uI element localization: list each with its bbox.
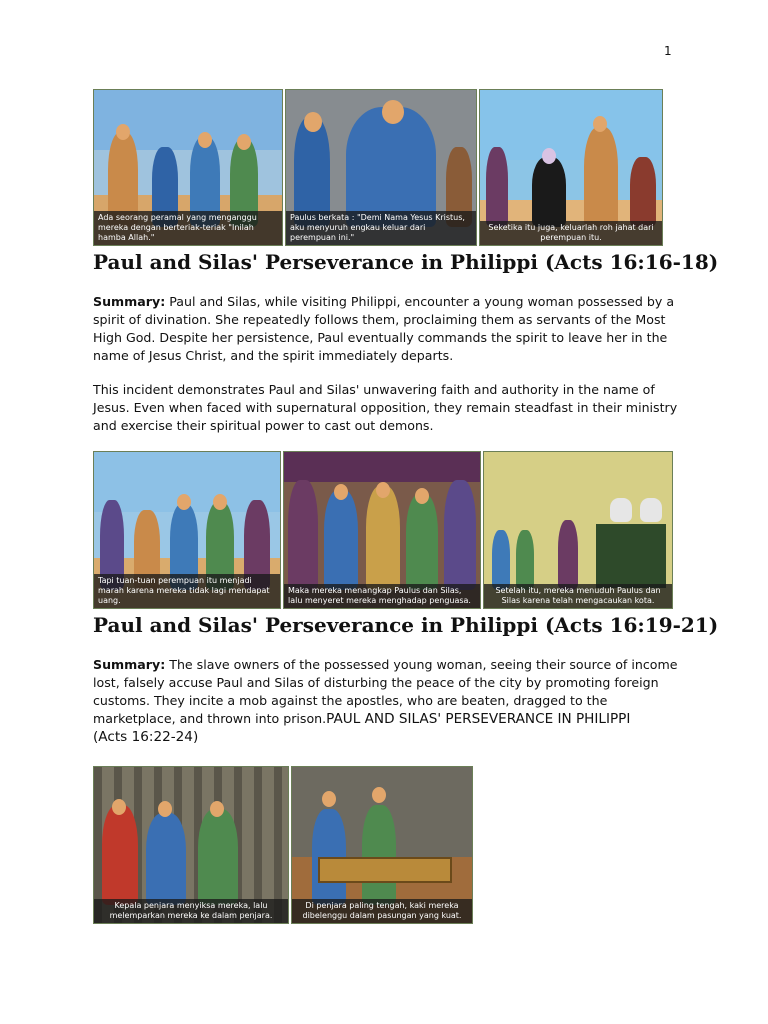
summary-paragraph-2 (93, 656, 678, 746)
panel-caption: Ada seorang peramal yang menganggu mereka dengan berteriak-teriak "Inilah hamba Allah." (94, 211, 282, 245)
illustration-panel (479, 89, 663, 246)
inline-heading-reference: (Acts 16:22-24) (93, 729, 199, 745)
illustration-panel (285, 89, 477, 246)
section-heading-1: Paul and Silas' Perseverance in Philippi (Acts 16:16-18) (93, 250, 719, 274)
illustration-panel (291, 766, 473, 924)
summary-label: Summary: (93, 657, 166, 672)
summary-text: Paul and Silas, while visiting Philippi, encounter a young woman possessed by a spirit of divination. She repeatedly follows them, proclaiming them as servants of the Most High God. Despite her persistence, Paul eventually commands the spirit to leave her in the name of Jesus Christ, and the spirit immediately departs. (93, 294, 675, 363)
section-heading-2: Paul and Silas' Perseverance in Philippi (Acts 16:19-21) (93, 613, 719, 637)
illustration-panel (283, 451, 481, 609)
panel-caption: Di penjara paling tengah, kaki mereka dibelenggu dalam pasungan yang kuat. (292, 899, 472, 923)
illustration-panel (93, 766, 289, 924)
illustration-panel (93, 451, 281, 609)
illustration-panel (93, 89, 283, 246)
panel-caption: Tapi tuan-tuan perempuan itu menjadi marah karena mereka tidak lagi mendapat uang. (94, 574, 280, 608)
page-number: 1 (664, 44, 672, 58)
illustration-strip-3 (93, 766, 473, 924)
body-paragraph-1: This incident demonstrates Paul and Silas' unwavering faith and authority in the name of Jesus. Even when faced with supernatural opposition, they remain steadfast in their ministry and exercise their spiritual power to cast out demons. (93, 382, 678, 433)
inline-heading: PAUL AND SILAS' PERSEVERANCE IN PHILIPPI (326, 711, 631, 727)
panel-caption: Setelah itu, mereka menuduh Paulus dan Silas karena telah mengacaukan kota. (484, 584, 672, 608)
panel-caption: Kepala penjara menyiksa mereka, lalu melemparkan mereka ke dalam penjara. (94, 899, 288, 923)
illustration-panel (483, 451, 673, 609)
panel-caption: Paulus berkata : "Demi Nama Yesus Kristus, aku menyuruh engkau keluar dari perempuan ini." (286, 211, 476, 245)
panel-caption: Seketika itu juga, keluarlah roh jahat dari perempuan itu. (480, 221, 662, 245)
summary-paragraph-1 (93, 293, 678, 365)
summary-label: Summary: (93, 294, 166, 309)
panel-caption: Maka mereka menangkap Paulus dan Silas, lalu menyeret mereka menghadap penguasa. (284, 584, 480, 608)
summary-text: The slave owners of the possessed young woman, seeing their source of income lost, falsely accuse Paul and Silas of disturbing the peace of the city by promoting foreign customs. They incite a mob against the apostles, who are beaten, dragged to the marketplace, and thrown into prison. (93, 657, 678, 726)
illustration-strip-2 (93, 451, 673, 609)
illustration-strip-1 (93, 89, 663, 246)
